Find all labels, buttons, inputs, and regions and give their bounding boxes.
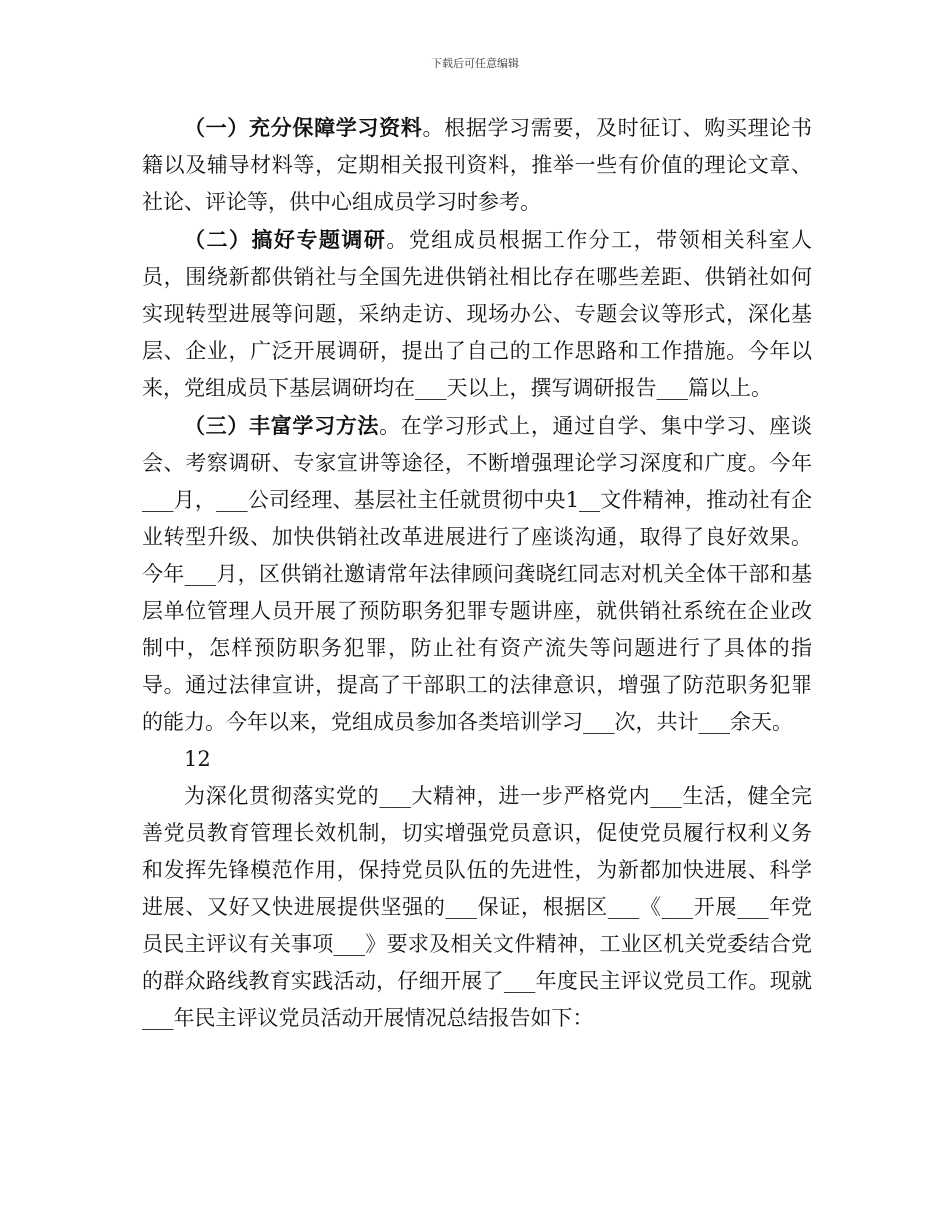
paragraph-special-research xyxy=(142,221,812,407)
document-body xyxy=(142,109,812,1037)
paragraph-heading: （三）丰富学习方法 xyxy=(184,413,380,438)
paragraph-heading: （二）搞好专题调研 xyxy=(184,227,387,252)
paragraph-text: 。党组成员根据工作分工，带领相关科室人员，围绕新都供销社与全国先进供销社相比存在哪些差距、供销社如何实现转型进展等问题，采纳走访、现场办公、专题会议等形式，深化基层、企业，广泛开展调研，提出了自己的工作思路和工作措施。今年以来，党组成员下基层调研均在___天以上，撰写调研报告___篇以上。 xyxy=(142,228,813,400)
page-header: 下载后可任意编辑 xyxy=(431,57,519,70)
paragraph-heading: （一）充分保障学习资料 xyxy=(184,115,423,140)
paragraph-closing: 为深化贯彻落实党的___大精神，进一步严格党内___生活，健全完善党员教育管理长效机制，切实增强党员意识，促使党员履行权利义务和发挥先锋模范作用，保持党员队伍的先进性，为新都加快进展、科学进展、又好又快进展提供坚强的___保证，根据区___《___开展___年党员民主评议有关事项___》要求及相关文件精神，工业区机关党委结合党的群众路线教育实践活动，仔细开展了___年度民主评议党员工作。现就___年民主评议党员活动开展情况总结报告如下： xyxy=(142,784,812,1030)
paragraph-text: 。在学习形式上，通过自学、集中学习、座谈会、考察调研、专家宣讲等途径，不断增强理论学习深度和广度。今年___月，___公司经理、基层社主任就贯彻中央1__文件精神，推动社有企业转型升级、加快供销社改革进展进行了座谈沟通，取得了良好效果。今年___月，区供销社邀请常年法律顾问龚晓红同志对机关全体干部和基层单位管理人员开展了预防职务犯罪专题讲座，就供销社系统在企业改制中，怎样预防职务犯罪，防止社有资产流失等问题进行了具体的指导。通过法律宣讲，提高了干部职工的法律意识，增强了防范职务犯罪的能力。今年以来，党组成员参加各类培训学习___次，共计___余天。 xyxy=(142,414,813,734)
paragraph-study-methods xyxy=(142,407,812,741)
paragraph-text: 。根据学习需要，及时征订、购买理论书籍以及辅导材料等，定期相关报刊资料，推举一些有价值的理论文章、社论、评论等，供中心组成员学习时参考。 xyxy=(142,116,813,214)
paragraph-study-materials xyxy=(142,109,812,221)
page-number: 12 xyxy=(184,747,211,771)
